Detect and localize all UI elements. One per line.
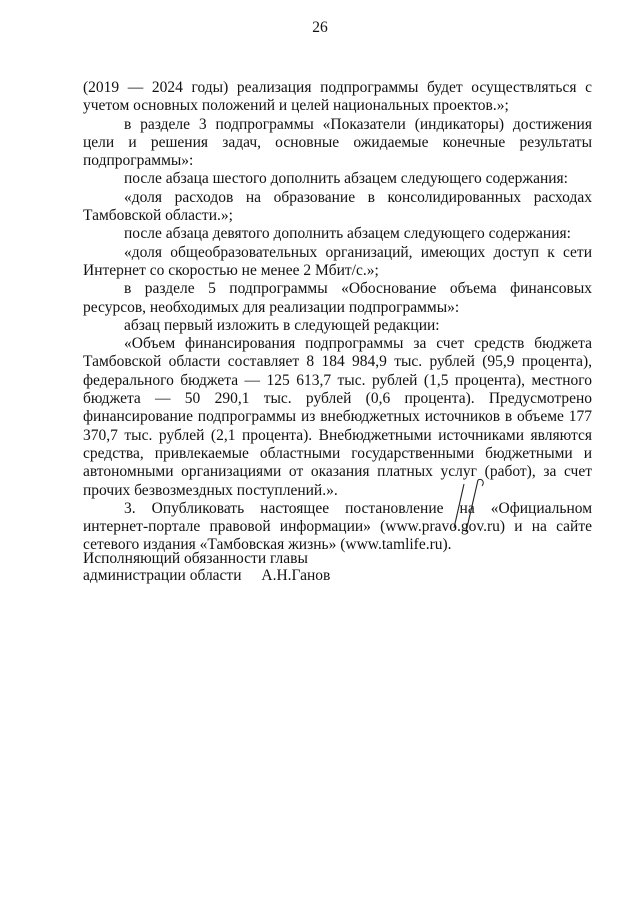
paragraph: «доля расходов на образование в консолидированных расходах Тамбовской области.»; <box>83 188 592 225</box>
signer-name: А.Н.Ганов <box>261 566 331 584</box>
paragraph: в разделе 3 подпрограммы «Показатели (индикаторы) достижения цели и решения задач, основные ожидаемые конечные результаты подпрограммы»: <box>83 115 592 170</box>
paragraph: (2019 — 2024 годы) реализация подпрограммы будет осуществляться с учетом основных положений и целей национальных проектов.»; <box>83 79 592 115</box>
paragraph: после абзаца шестого дополнить абзацем следующего содержания: <box>124 170 568 188</box>
paragraph: в разделе 5 подпрограммы «Обоснование объема финансовых ресурсов, необходимых для реализации подпрограммы»: <box>83 280 592 316</box>
page-number: 26 <box>312 19 328 36</box>
document-body <box>83 79 592 555</box>
signer-position-line2 <box>83 568 330 585</box>
paragraph: 3. Опубликовать настоящее постановление на «Официальном интернет-портале правовой информации» (www.pravo.gov.ru) и на сайте сетевого издания «Тамбовская жизнь» (www.tamlife.ru). <box>83 499 592 554</box>
signer-position: администрации области <box>83 566 242 584</box>
paragraph: «доля общеобразовательных организаций, имеющих доступ к сети Интернет со скоростью не менее 2 Мбит/с.»; <box>83 243 592 279</box>
signature-block <box>83 551 330 584</box>
paragraph: «Объем финансирования подпрограммы за счет средств бюджета Тамбовской области составляет 8 184 984,9 тыс. рублей (95,9 процента), федерального бюджета — 125 613,7 тыс. рублей (1,5 процента), местного бюджета — 50 290,1 тыс. рублей (0,6 процента). Предусмотрено финансирование подпрограммы из внебюджетных источников в объеме 177 370,7 тыс. рублей (2,1 процента). Внебюджетными источниками являются средства, привлекаемые областными государственными бюджетными и автономными организациями от оказания платных услуг (работ), за счет прочих безвозмездных поступлений.». <box>83 335 592 499</box>
signer-position-line1: Исполняющий обязанности главы <box>83 550 308 567</box>
signature-mark <box>452 478 492 536</box>
paragraph: после абзаца девятого дополнить абзацем следующего содержания: <box>124 225 571 243</box>
paragraph: абзац первый изложить в следующей редакции: <box>124 316 440 334</box>
